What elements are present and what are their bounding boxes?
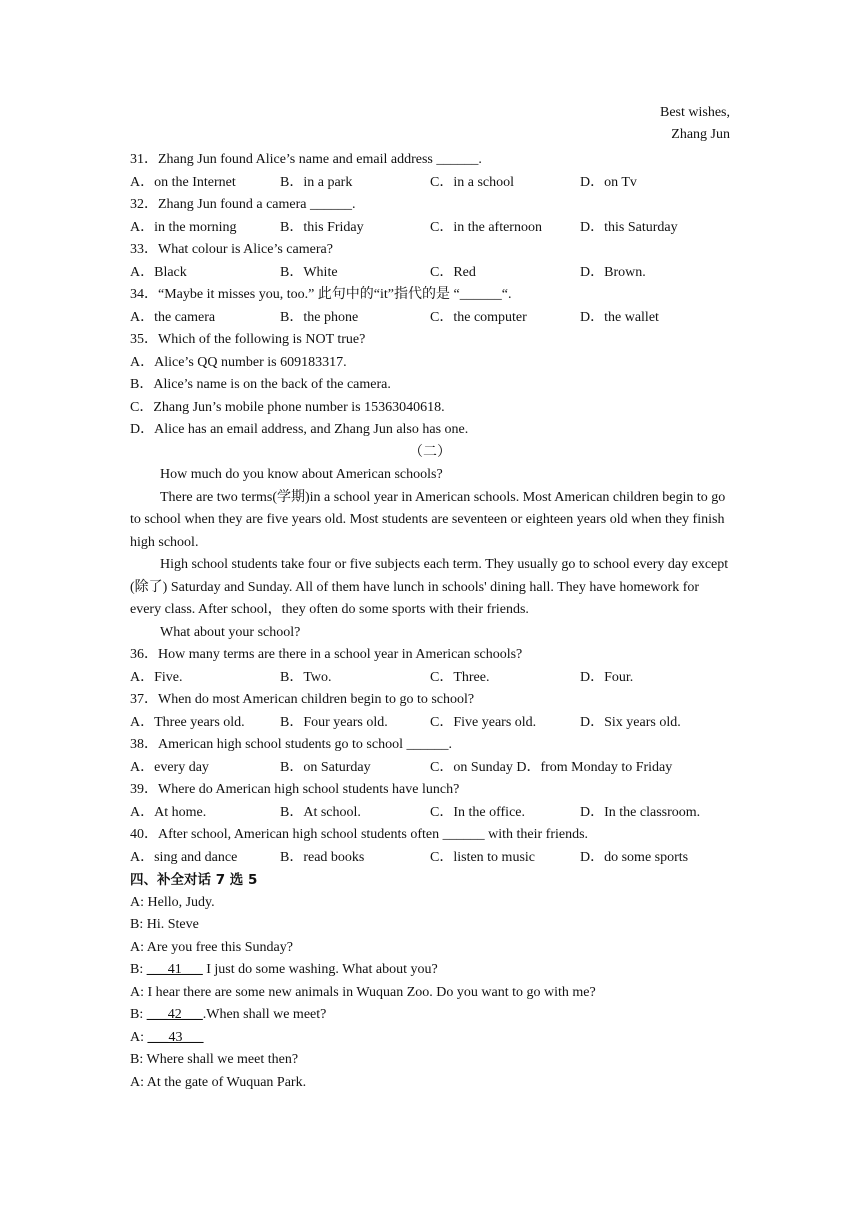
dialogue-line: A: Hello, Judy.: [130, 894, 215, 910]
option-a: A．At home.: [130, 804, 207, 820]
option-b: B．Alice’s name is on the back of the camera.: [130, 377, 391, 392]
option-a: A．in the morning: [130, 219, 237, 235]
option-a: A．sing and dance: [130, 849, 238, 865]
passage-paragraph: High school students take four or five subjects each term. They usually go to school every day except (除了) Saturday and Sunday. All of them have lunch in schools' dining hall. They have homework for every class. After school，they often do some sports with their friends.: [130, 557, 729, 617]
dialogue-line: A: I hear there are some new animals in Wuquan Zoo. Do you want to go with me?: [130, 984, 596, 1000]
dialogue-text: .When shall we meet?: [202, 1007, 327, 1022]
option-b: B．Two.: [280, 669, 332, 685]
passage-paragraph: How much do you know about American schools?: [160, 467, 443, 482]
blank-43: ___43___: [147, 1029, 204, 1045]
question-33: 33．What colour is Alice’s camera?: [130, 242, 333, 257]
question-31-options: [130, 172, 730, 195]
question-32: 32．Zhang Jun found a camera ______.: [130, 197, 356, 212]
option-d: D．Four.: [580, 669, 634, 685]
question-40-options: [130, 847, 730, 870]
option-a: A．every day: [130, 759, 209, 775]
option-d: D．on Tv: [580, 174, 637, 190]
question-39-options: [130, 802, 730, 825]
letter-closing: Best wishes,: [660, 105, 730, 120]
blank-42: ___42___: [146, 1007, 203, 1022]
dialogue-line: [130, 959, 730, 982]
dialogue-line: [130, 1004, 730, 1027]
option-c: C．Zhang Jun’s mobile phone number is 15363040618.: [130, 399, 445, 415]
question-32-options: [130, 217, 730, 240]
option-c: C．In the office.: [430, 804, 525, 820]
question-34: 34．“Maybe it misses you, too.” 此句中的“it”指代的是 “______“.: [130, 287, 512, 302]
question-36: 36．How many terms are there in a school year in American schools?: [130, 647, 523, 662]
dialogue-line: B: Hi. Steve: [130, 917, 199, 932]
passage-paragraph: There are two terms(学期)in a school year in American schools. Most American children begin to go to school when they are five years old. Most students are seventeen or eighteen years old when they finish high school.: [130, 489, 726, 550]
option-d: D．this Saturday: [580, 219, 678, 235]
speaker-label: B:: [130, 1007, 147, 1022]
option-b: B．White: [280, 264, 338, 280]
option-c: C．in the afternoon: [430, 219, 542, 235]
question-37: 37．When do most American children begin to go to school?: [130, 692, 475, 707]
option-a: A．on the Internet: [130, 174, 236, 190]
option-d: D．In the classroom.: [580, 804, 701, 820]
letter-signature: Zhang Jun: [671, 127, 730, 142]
question-31: 31．Zhang Jun found Alice’s name and email address ______.: [130, 152, 482, 167]
option-c-d: C．on Sunday D．from Monday to Friday: [430, 759, 673, 775]
question-38-options: [130, 757, 730, 780]
question-36-options: [130, 667, 730, 690]
option-c: C．Three.: [430, 669, 490, 685]
question-35: 35．Which of the following is NOT true?: [130, 332, 366, 347]
option-d: D．Brown.: [580, 264, 646, 280]
section-heading: 四、补全对话 7 选 5: [130, 872, 258, 888]
question-33-options: [130, 262, 730, 285]
option-b: B．read books: [280, 849, 365, 865]
section-label: （二）: [409, 444, 451, 460]
option-a: A．Alice’s QQ number is 609183317.: [130, 354, 347, 370]
dialogue-line: A: Are you free this Sunday?: [130, 939, 293, 955]
option-c: C．Red: [430, 264, 476, 280]
dialogue-line: A: At the gate of Wuquan Park.: [130, 1074, 307, 1090]
blank-41: ___41___: [146, 962, 203, 977]
option-d: D．do some sports: [580, 849, 689, 865]
option-d: D．Alice has an email address, and Zhang Jun also has one.: [130, 422, 469, 437]
option-b: B．this Friday: [280, 219, 364, 235]
question-40: 40．After school, American high school students often ______ with their friends.: [130, 827, 589, 842]
dialogue-line: [130, 1027, 730, 1050]
question-34-options: [130, 307, 730, 330]
option-c: C．Five years old.: [430, 714, 537, 730]
dialogue-line: B: Where shall we meet then?: [130, 1052, 299, 1067]
passage-paragraph: What about your school?: [160, 624, 301, 640]
speaker-label: B:: [130, 962, 147, 977]
option-c: C．in a school: [430, 174, 514, 190]
option-b: B．the phone: [280, 309, 359, 325]
option-c: C．listen to music: [430, 849, 535, 865]
option-b: B．on Saturday: [280, 759, 371, 775]
option-d: D．the wallet: [580, 309, 659, 325]
option-a: A．Three years old.: [130, 714, 245, 730]
option-b: B．in a park: [280, 174, 353, 190]
document-content: [130, 149, 730, 1094]
question-37-options: [130, 712, 730, 735]
option-b: B．At school.: [280, 804, 361, 820]
option-b: B．Four years old.: [280, 714, 388, 730]
question-38: 38．American high school students go to school ______.: [130, 737, 452, 752]
speaker-label: A:: [130, 1029, 148, 1045]
question-39: 39．Where do American high school students have lunch?: [130, 782, 460, 797]
option-a: A．Five.: [130, 669, 183, 685]
option-a: A．the camera: [130, 309, 216, 325]
option-d: D．Six years old.: [580, 714, 681, 730]
option-c: C．the computer: [430, 309, 527, 325]
dialogue-text: I just do some washing. What about you?: [202, 962, 438, 977]
option-a: A．Black: [130, 264, 187, 280]
